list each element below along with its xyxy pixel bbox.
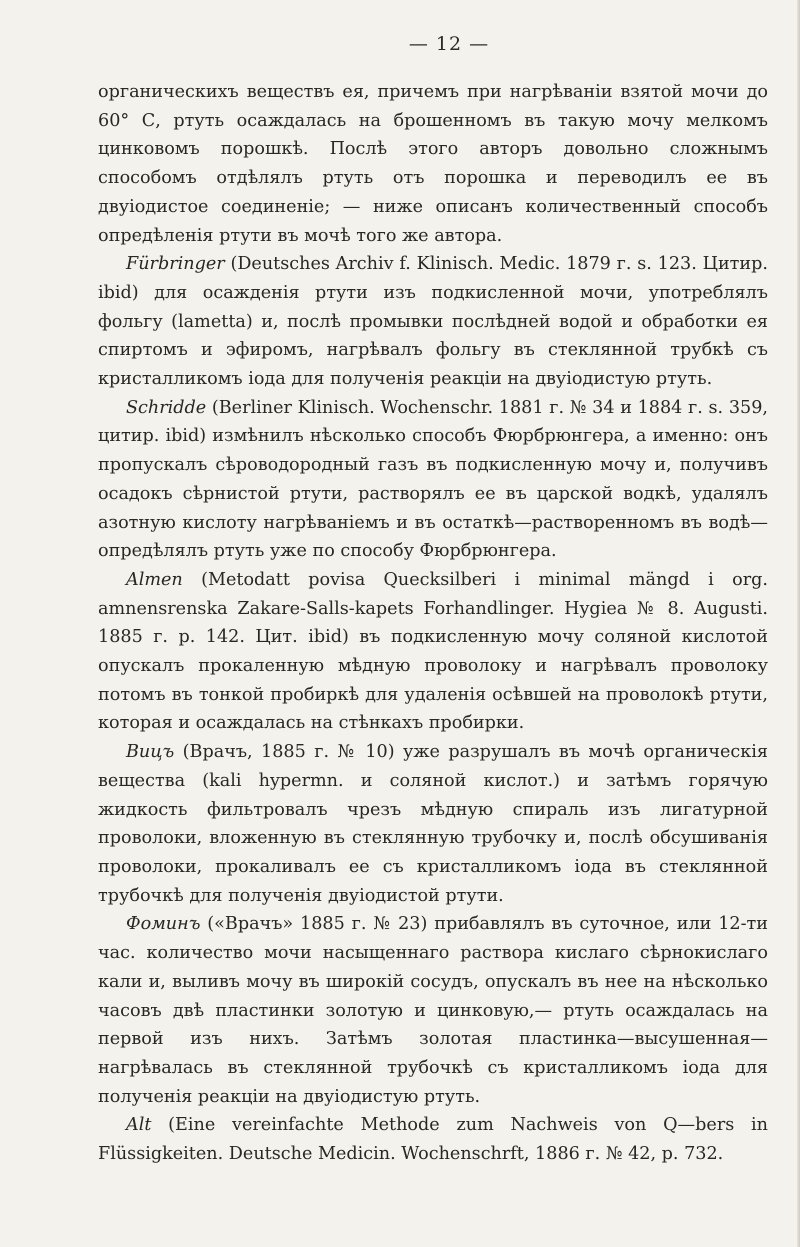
document-body <box>98 78 768 1169</box>
paragraph-text: (Metodatt povisa Queckѕilberi i minimal mängd i org. amnensrenska Zakare-Salls-kapets Forhandlinger. Hygiea № 8. Augusti. 1885 г. р. 142. Цит. ibid) въ подкисленную мочу соляной кислотой опускалъ прокаленную мѣдную проволоку и нагрѣвалъ проволоку потомъ въ тонкой пробиркѣ для удаленія осѣвшей на проволокѣ ртути, которая и осаждалась на стѣнкахъ пробирки. <box>98 569 768 734</box>
paragraph <box>98 738 768 910</box>
paragraph-text: («Врачъ» 1885 г. № 23) прибавлялъ въ суточное, или 12-ти час. количество мочи насыщеннаго раствора кислаго сѣрнокислаго кали и, выливъ мочу въ широкій сосудъ, опускалъ въ нее на нѣсколько часовъ двѣ пластинки золотую и цинковую,— ртуть осаждалась на первой изъ нихъ. Затѣмъ золотая пластинка—высушенная—нагрѣвалась въ стеклянной трубочкѣ съ кристалликомъ іода для полученія реакціи на двуiодистую ртуть. <box>98 914 768 1107</box>
paragraph <box>98 910 768 1111</box>
paragraph <box>98 250 768 394</box>
paragraph-text: (Deutsches Archiv f. Klinisch. Medic. 1879 г. s. 123. Цитир. ibid) для осажденія ртути изъ подкисленной мочи, употреблялъ фольгу (lametta) и, послѣ промывки послѣдней водой и обработки ея спиртомъ и эфиромъ, нагрѣвалъ фольгу въ стеклянной трубкѣ съ кристалликомъ іода для полученія реакціи на двуiодистую ртуть. <box>98 254 768 390</box>
paragraph <box>98 394 768 566</box>
paragraph <box>98 1111 768 1168</box>
paragraph-text: (Врачъ, 1885 г. № 10) уже разрушалъ въ мочѣ органическія вещества (kali hypermn. и соляной кислот.) и затѣмъ горячую жидкость фильтровалъ чрезъ мѣдную спираль изъ лигатурной проволоки, вложенную въ стеклянную трубочку и, послѣ обсушиванія проволоки, прокаливалъ ее съ кристалликомъ іода въ стеклянной трубочкѣ для полученія двуiодистой ртути. <box>98 742 768 906</box>
author-name: Alt <box>126 1115 152 1136</box>
page-number: — 12 — <box>408 33 490 55</box>
paragraph-text: (Eine vereinfachte Methode zum Nachweis von Q—bers in Flüssigkeiten. Deutsche Medicin. Wochenschrft, 1886 г. № 42, р. 732. <box>98 1115 768 1165</box>
author-name: Almen <box>126 569 183 590</box>
paragraph-text: (Berliner Klinisch. Wochenschr. 1881 г. № 34 и 1884 г. s. 359, цитир. ibid) измѣнилъ нѣсколько способъ Фюрбрюнгера, а именно: онъ пропускалъ сѣроводородный газъ въ подкисленную мочу и, получивъ осадокъ сѣрнистой ртути, растворялъ ее въ царской водкѣ, удалялъ азотную кислоту нагрѣваніемъ и въ остаткѣ—растворенномъ въ водѣ—опредѣлялъ ртуть уже по способу Фюрбрюнгера. <box>98 397 768 562</box>
paragraph <box>98 566 768 738</box>
author-name: Fürbringer <box>126 254 225 275</box>
paragraph <box>98 78 768 250</box>
author-name: Фоминъ <box>126 914 201 935</box>
paragraph-text: органическихъ веществъ ея, причемъ при нагрѣваніи взятой мочи до 60° С, ртуть осаждалась на брошенномъ въ такую мочу мелкомъ цинковомъ порошкѣ. Послѣ этого авторъ довольно сложнымъ способомъ отдѣлялъ ртуть отъ порошка и переводилъ ее въ двуiодистое соединеніе; — ниже описанъ количественный способъ опредѣленія ртути въ мочѣ того же автора. <box>98 82 768 246</box>
author-name: Schridde <box>126 397 207 418</box>
author-name: Вицъ <box>126 742 175 763</box>
